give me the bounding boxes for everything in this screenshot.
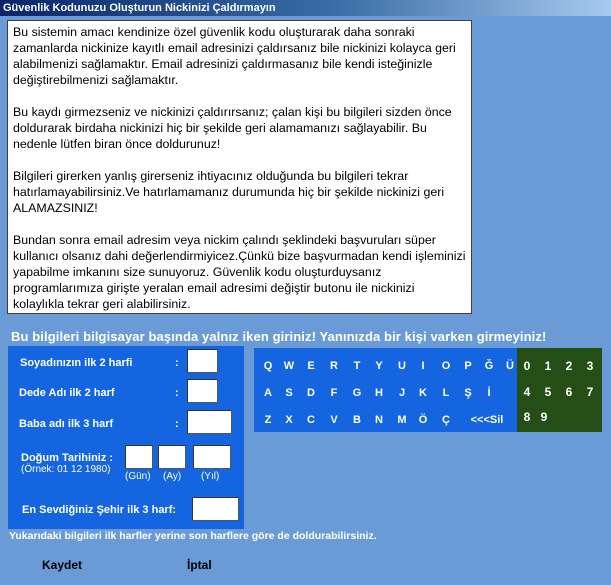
colon: : (175, 387, 179, 399)
key-2[interactable]: 2 (565, 359, 573, 373)
delete-key[interactable]: <<<Sil (470, 414, 504, 426)
key-b[interactable]: B (353, 414, 361, 426)
info-textbox[interactable] (7, 20, 472, 314)
key-6[interactable]: 6 (565, 385, 573, 399)
father-input[interactable] (187, 410, 232, 434)
key-s-cedilla[interactable]: Ş (464, 387, 472, 399)
info-paragraph: Bu kaydı girmezseniz ve nickinizi çaldırırsanız; çalan kişi bu bilgileri sizden önce doldurarak birdaha nickinizi hiç bir şekilde geri alamamanızı sağlayabilir. Bu nedenle lütfen biran önce doldurunuz! (13, 105, 452, 151)
key-c[interactable]: C (307, 414, 315, 426)
day-label: (Gün) (125, 471, 151, 482)
number-pad (517, 348, 602, 432)
key-r[interactable]: R (330, 360, 338, 372)
colon: : (175, 357, 179, 369)
grandfather-label: Dede Adı ilk 2 harf (19, 387, 115, 399)
key-o-umlaut[interactable]: Ö (418, 414, 428, 426)
key-8[interactable]: 8 (523, 410, 531, 424)
colon: : (175, 418, 179, 430)
info-paragraph: Bundan sonra email adresim veya nickim çalındı şeklindeki başvuruları süper kullanıcı olsanız dahi değerlendirmiyicez.Çünkü bize başvurmadan kendi işleminizi yapabilme imkanını size sunuyoruz. Güvenlik kodu oluşturduysanız programlarımıza girişte yeralan email adresimi değiştir butonu ile nickinizi kolaylıkla tekrar geri alabilirsiniz. (13, 233, 466, 311)
save-button[interactable]: Kaydet (42, 558, 83, 572)
key-t[interactable]: T (353, 360, 361, 372)
key-1[interactable]: 1 (544, 359, 552, 373)
key-5[interactable]: 5 (544, 385, 552, 399)
key-w[interactable]: W (283, 360, 295, 372)
birthdate-label: Doğum Tarihiniz : (21, 452, 114, 464)
key-i-dotted[interactable]: İ (487, 387, 491, 399)
key-u-umlaut[interactable]: Ü (506, 360, 514, 372)
key-j[interactable]: J (398, 387, 406, 399)
key-e[interactable]: E (307, 360, 315, 372)
key-y[interactable]: Y (375, 360, 383, 372)
key-x[interactable]: X (285, 414, 293, 426)
key-z[interactable]: Z (264, 414, 272, 426)
key-7[interactable]: 7 (586, 385, 594, 399)
fill-note: Yukarıdaki bilgileri ilk harfler yerine son harflere göre de doldurabilirsiniz. (9, 530, 377, 542)
key-v[interactable]: V (330, 414, 338, 426)
key-f[interactable]: F (330, 387, 338, 399)
key-g[interactable]: G (352, 387, 362, 399)
city-label: En Sevdiğiniz Şehir ilk 3 harf: (22, 504, 177, 516)
key-s[interactable]: S (285, 387, 293, 399)
key-9[interactable]: 9 (540, 410, 548, 424)
birth-day-input[interactable] (125, 445, 153, 469)
key-k[interactable]: K (419, 387, 427, 399)
birth-year-input[interactable] (193, 445, 231, 469)
key-p[interactable]: P (464, 360, 472, 372)
key-3[interactable]: 3 (586, 359, 594, 373)
grandfather-input[interactable] (187, 379, 218, 403)
key-n[interactable]: N (375, 414, 383, 426)
window-title: Güvenlik Kodunuzu Oluşturun Nickinizi Çaldırmayın (0, 0, 611, 16)
key-c-cedilla[interactable]: Ç (442, 414, 450, 426)
key-m[interactable]: M (397, 414, 407, 426)
key-0[interactable]: 0 (523, 359, 531, 373)
birth-month-input[interactable] (158, 445, 186, 469)
surname-label: Soyadınızın ilk 2 harfi (20, 357, 133, 369)
key-o[interactable]: O (441, 360, 451, 372)
father-label: Baba adı ilk 3 harf (19, 418, 114, 430)
info-paragraph: Bilgileri girerken yanlış girerseniz ihtiyacınız olduğunda bu bilgileri tekrar hatırlamayabilirsiniz.Ve hatırlamamanız durumunda hiç bir şekilde nickinizi geri ALAMAZSINIZ! (13, 169, 445, 215)
info-paragraph: Bu sistemin amacı kendinize özel güvenlik kodu oluşturarak daha sonraki zamanlarda nickinize kayıtlı email adresinizi çaldırsanız bile nickinizi kolayca geri alabilmenizi sağlamaktır. Email adresinizi çaldırmasanız bile kendi isteğinizle değiştirebilmenizi sağlamaktır. (13, 25, 456, 87)
key-l[interactable]: L (442, 387, 450, 399)
year-label: (Yıl) (201, 471, 220, 482)
virtual-keyboard (254, 348, 517, 432)
cancel-button[interactable]: İptal (187, 558, 212, 572)
privacy-warning: Bu bilgileri bilgisayar başında yalnız iken giriniz! Yanınızda bir kişi varken girmeyiniz! (11, 329, 547, 344)
security-form (8, 346, 244, 529)
key-u[interactable]: U (398, 360, 406, 372)
key-q[interactable]: Q (263, 360, 273, 372)
key-h[interactable]: H (375, 387, 383, 399)
surname-input[interactable] (187, 349, 218, 373)
city-input[interactable] (192, 497, 239, 521)
month-label: (Ay) (163, 471, 182, 482)
key-4[interactable]: 4 (523, 385, 531, 399)
birthdate-example: (Örnek: 01 12 1980) (21, 464, 111, 475)
key-i[interactable]: I (421, 360, 425, 372)
key-d[interactable]: D (307, 387, 315, 399)
key-a[interactable]: A (264, 387, 272, 399)
key-g-breve[interactable]: Ğ (484, 360, 494, 372)
